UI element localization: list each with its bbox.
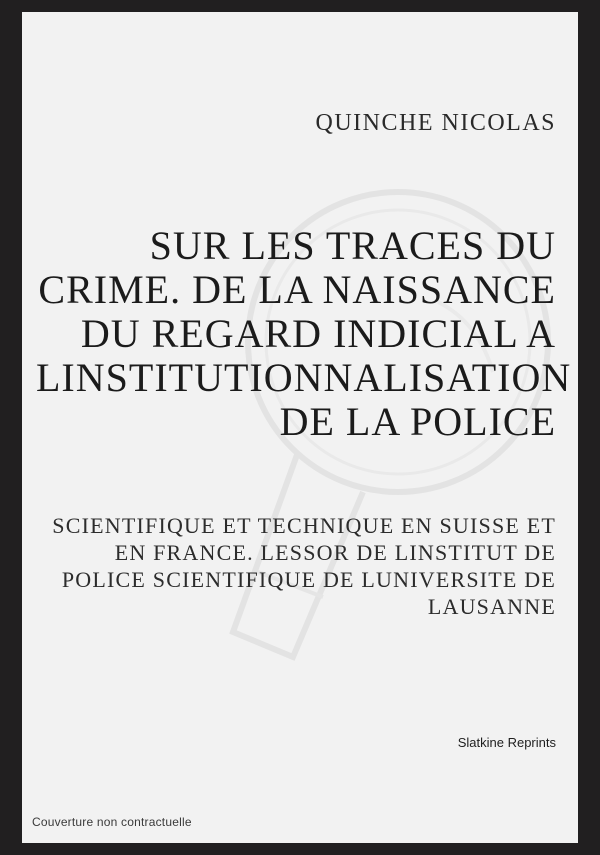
cover-subtitle: SCIENTIFIQUE ET TECHNIQUE EN SUISSE ET EN FRANCE. LESSOR DE LINSTITUT DE POLICE SCIENTIFIQUE DE LUNIVERSITE DE LAUSANNE [52,513,556,619]
book-cover-page [22,12,578,843]
cover-content [22,12,578,843]
cover-author: QUINCHE NICOLAS [315,110,556,136]
cover-disclaimer: Couverture non contractuelle [32,815,192,829]
cover-publisher: Slatkine Reprints [457,735,556,750]
cover-title: SUR LES TRACES DU CRIME. DE LA NAISSANCE DU REGARD INDICIAL A LINSTITUTIONNALISATION DE LA POLICE [36,223,572,444]
